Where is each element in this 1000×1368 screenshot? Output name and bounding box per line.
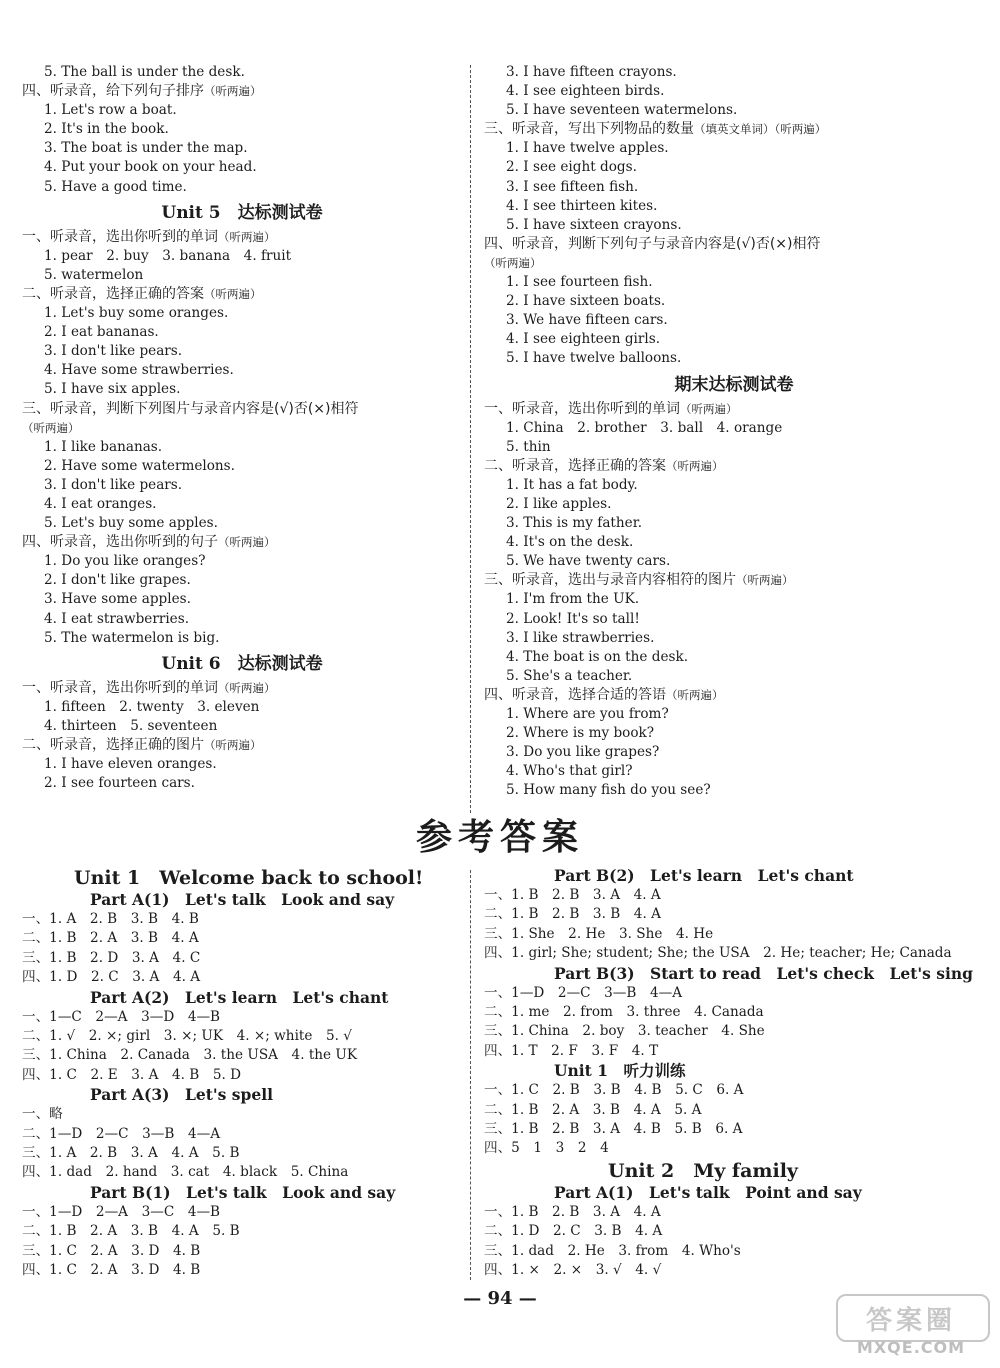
- script-line: 4. I see eighteen girls.: [506, 331, 661, 348]
- section-instruction: [22, 228, 462, 247]
- section-instruction: [484, 571, 984, 590]
- listening-script-right-column: [484, 63, 984, 800]
- answer-line: 四、1. C 2. E 3. A 4. B 5. D: [22, 1066, 242, 1083]
- answer-part-heading: Unit 1 听力训练: [554, 1061, 686, 1081]
- watermark-glyphs: 答案圈: [865, 1306, 956, 1336]
- script-line: 2. I eat bananas.: [44, 324, 159, 341]
- test-heading: [484, 375, 984, 395]
- test-heading-unit: Unit 6: [161, 653, 221, 674]
- script-line: 4. Put your book on your head.: [44, 159, 257, 176]
- section-instruction: [484, 686, 984, 705]
- answer-line: 二、1. √ 2. ×; girl 3. ×; UK 4. ×; white 5. √: [22, 1028, 352, 1045]
- answer-line: 三、1. China 2. boy 3. teacher 4. She: [484, 1023, 765, 1040]
- answer-line: 四、1. T 2. F 3. F 4. T: [484, 1042, 659, 1059]
- answer-line: 一、1. B 2. B 3. A 4. A: [484, 887, 661, 903]
- script-line: 5. thin: [506, 438, 551, 455]
- instruction-note: （听两遍）: [666, 458, 724, 473]
- answer-line: 二、1. B 2. A 3. B 4. A 5. A: [484, 1101, 702, 1118]
- instruction-text: 四、听录音，给下列句子排序: [22, 83, 204, 100]
- section-instruction: [22, 533, 462, 552]
- answer-part-heading: Part A(1) Let's talk Look and say: [90, 890, 395, 909]
- script-line: 1. I'm from the UK.: [506, 591, 640, 608]
- answer-part-heading: Part A(2) Let's learn Let's chant: [90, 987, 389, 1007]
- instruction-text: 一、听录音，选出你听到的单词: [22, 228, 218, 245]
- script-line: 3. Do you like grapes?: [506, 744, 660, 761]
- script-line: 5. I have sixteen crayons.: [506, 216, 682, 233]
- section-instruction: [22, 285, 462, 304]
- script-line: 2. I have sixteen boats.: [506, 293, 666, 310]
- answer-key-right-column: [484, 866, 984, 1281]
- script-line: 4. The boat is on the desk.: [506, 648, 689, 665]
- answer-line: 一、1—C 2—A 3—D 4—B: [22, 1008, 221, 1025]
- script-line: 5. She's a teacher.: [506, 667, 633, 684]
- script-line: 1. I have eleven oranges.: [44, 756, 217, 773]
- answer-line: 二、1. me 2. from 3. three 4. Canada: [484, 1004, 764, 1021]
- answer-part-heading: Part B(3) Start to read Let's check Let's sing: [554, 963, 974, 983]
- watermark-text: MXQE.COM: [856, 1338, 966, 1357]
- instruction-note: （听两遍）: [484, 255, 542, 270]
- answer-line: 四、1. dad 2. hand 3. cat 4. black 5. China: [22, 1164, 349, 1181]
- answer-line: 四、5 1 3 2 4: [484, 1140, 609, 1157]
- section-instruction: [484, 254, 984, 273]
- section-instruction: [484, 120, 984, 139]
- instruction-text: 一、听录音，选出你听到的单词: [484, 400, 680, 417]
- answer-unit-heading: Unit 1 Welcome back to school!: [74, 867, 424, 889]
- instruction-note: （听两遍）: [204, 286, 262, 301]
- script-line: 2. Look! It's so tall!: [506, 610, 640, 627]
- answer-key-title: 参考答案: [415, 816, 584, 858]
- answer-line: 一、1. B 2. B 3. A 4. A: [484, 1203, 661, 1220]
- script-line: 3. The boat is under the map.: [44, 140, 248, 157]
- script-line: 1. pear 2. buy 3. banana 4. fruit: [44, 247, 292, 264]
- section-instruction: [484, 235, 984, 254]
- answer-key-left-column: [22, 866, 462, 1281]
- section-instruction: [22, 736, 462, 755]
- answer-part-heading: Part A(3) Let's spell: [90, 1085, 273, 1105]
- test-heading: [22, 203, 462, 223]
- answer-line: 一、略: [22, 1106, 63, 1123]
- instruction-text: 四、听录音，选出你听到的句子: [22, 534, 218, 551]
- answer-line: 一、1. C 2. B 3. B 4. B 5. C 6. A: [484, 1082, 744, 1099]
- answer-line: 四、1. D 2. C 3. A 4. A: [22, 969, 201, 986]
- section-instruction: [22, 679, 462, 698]
- answer-line: 三、1. B 2. D 3. A 4. C: [22, 949, 201, 966]
- answer-line: 三、1. dad 2. He 3. from 4. Who's: [484, 1242, 741, 1259]
- answer-line: 二、1. B 2. A 3. B 4. A 5. B: [22, 1223, 240, 1240]
- script-line: 3. I don't like pears.: [44, 343, 183, 360]
- column-divider: [470, 65, 471, 813]
- script-line: 4. I eat strawberries.: [44, 610, 190, 627]
- script-line: 4. Who's that girl?: [506, 763, 633, 780]
- answer-line: 一、1—D 2—C 3—B 4—A: [484, 984, 683, 1001]
- instruction-text: 一、听录音，选出你听到的单词: [22, 679, 218, 696]
- script-line: 5. Have a good time.: [44, 178, 187, 195]
- instruction-text: 三、听录音，判断下列图片与录音内容是(√)否(×)相符: [22, 400, 359, 417]
- script-line: 4. I see eighteen birds.: [506, 83, 665, 100]
- script-line: 2. I see eight dogs.: [506, 159, 637, 176]
- script-line: 1. Let's row a boat.: [44, 102, 177, 119]
- test-heading-title: 期末达标测试卷: [674, 374, 794, 395]
- instruction-note: （听两遍）: [680, 401, 738, 416]
- script-line: 5. I have seventeen watermelons.: [506, 102, 738, 119]
- script-line: 2. Have some watermelons.: [44, 457, 235, 474]
- script-line: 5. The ball is under the desk.: [44, 64, 245, 80]
- script-line: 3. We have fifteen cars.: [506, 312, 668, 329]
- script-line: 1. fifteen 2. twenty 3. eleven: [44, 698, 260, 715]
- answer-line: 二、1. B 2. B 3. B 4. A: [484, 906, 661, 923]
- section-instruction: [484, 400, 984, 419]
- instruction-note: （听两遍）: [666, 687, 724, 702]
- watermark-logo: [836, 1294, 986, 1356]
- answer-line: 四、1. C 2. A 3. D 4. B: [22, 1262, 201, 1279]
- instruction-text: 三、听录音，写出下列物品的数量: [484, 121, 694, 138]
- instruction-text: 四、听录音，判断下列句子与录音内容是(√)否(×)相符: [484, 235, 821, 252]
- test-heading-unit: Unit 5: [161, 202, 221, 223]
- test-heading-title: 达标测试卷: [237, 202, 323, 223]
- page-number: — 94 —: [463, 1288, 537, 1309]
- script-line: 4. It's on the desk.: [506, 534, 634, 551]
- answer-line: 三、1. China 2. Canada 3. the USA 4. the UK: [22, 1047, 358, 1064]
- script-line: 1. I see fourteen fish.: [506, 274, 653, 291]
- script-line: 3. Have some apples.: [44, 591, 191, 608]
- test-heading-title: 达标测试卷: [237, 653, 323, 674]
- instruction-note: （听两遍）: [218, 229, 276, 244]
- instruction-note: （听两遍）: [204, 738, 262, 752]
- script-line: 1. I have twelve apples.: [506, 140, 669, 157]
- script-line: 5. watermelon: [44, 266, 144, 283]
- script-line: 3. I have fifteen crayons.: [506, 64, 677, 80]
- column-divider: [470, 870, 471, 1280]
- answer-line: 一、1—D 2—A 3—C 4—B: [22, 1203, 221, 1220]
- answer-line: 一、1. A 2. B 3. B 4. B: [22, 911, 199, 927]
- script-line: 1. Do you like oranges?: [44, 553, 206, 570]
- script-line: 3. This is my father.: [506, 515, 643, 532]
- script-line: 2. Where is my book?: [506, 725, 655, 742]
- script-line: 5. We have twenty cars.: [506, 553, 671, 570]
- script-line: 5. How many fish do you see?: [506, 782, 711, 799]
- section-instruction: [22, 400, 462, 419]
- script-line: 2. I see fourteen cars.: [44, 775, 195, 792]
- answer-line: 四、1. girl; She; student; She; the USA 2. He; teacher; He; Canada: [484, 945, 952, 962]
- answer-line: 二、1—D 2—C 3—B 4—A: [22, 1125, 221, 1142]
- instruction-text: 四、听录音，选择合适的答语: [484, 686, 666, 703]
- instruction-note: （听两遍）: [204, 84, 262, 99]
- script-line: 1. It has a fat body.: [506, 476, 638, 493]
- answer-line: 三、1. She 2. He 3. She 4. He: [484, 925, 714, 942]
- instruction-text: 二、听录音，选择正确的答案: [22, 285, 204, 302]
- answer-line: 二、1. D 2. C 3. B 4. A: [484, 1223, 663, 1240]
- script-line: 5. I have twelve balloons.: [506, 350, 682, 367]
- script-line: 3. I see fifteen fish.: [506, 178, 639, 195]
- script-line: 3. I like strawberries.: [506, 629, 655, 646]
- listening-script-left-column: [22, 63, 462, 793]
- script-line: 5. The watermelon is big.: [44, 629, 220, 646]
- instruction-note: （听两遍）: [218, 535, 276, 550]
- script-line: 2. I don't like grapes.: [44, 572, 191, 589]
- instruction-note: （听两遍）: [736, 573, 794, 588]
- test-heading: [22, 654, 462, 674]
- script-line: 3. I don't like pears.: [44, 476, 183, 493]
- script-line: 1. China 2. brother 3. ball 4. orange: [506, 419, 783, 436]
- instruction-text: 二、听录音，选择正确的答案: [484, 457, 666, 474]
- answer-part-heading: Part A(1) Let's talk Point and say: [554, 1182, 862, 1202]
- script-line: 5. Let's buy some apples.: [44, 515, 218, 532]
- answer-line: 三、1. B 2. B 3. A 4. B 5. B 6. A: [484, 1121, 743, 1138]
- answer-part-heading: Part B(1) Let's talk Look and say: [90, 1182, 396, 1202]
- section-instruction: [22, 419, 462, 438]
- instruction-note: （听两遍）: [218, 680, 276, 695]
- instruction-text: 三、听录音，选出与录音内容相符的图片: [484, 572, 736, 589]
- section-instruction: [484, 457, 984, 476]
- script-line: 4. I see thirteen kites.: [506, 197, 658, 214]
- answer-line: 三、1. C 2. A 3. D 4. B: [22, 1242, 201, 1259]
- answer-part-heading: Part B(2) Let's learn Let's chant: [554, 866, 854, 885]
- script-line: 1. I like bananas.: [44, 438, 163, 455]
- answer-unit-heading: Unit 2 My family: [608, 1159, 798, 1182]
- instruction-text: 二、听录音，选择正确的图片: [22, 737, 204, 753]
- script-line: 2. I like apples.: [506, 495, 612, 512]
- instruction-note: （填英文单词）（听两遍）: [694, 122, 827, 137]
- instruction-note: （听两遍）: [22, 420, 80, 435]
- answer-line: 二、1. B 2. A 3. B 4. A: [22, 930, 199, 947]
- script-line: 2. It's in the book.: [44, 121, 169, 138]
- script-line: 1. Where are you from?: [506, 706, 669, 722]
- section-instruction: [22, 82, 462, 101]
- script-line: 4. thirteen 5. seventeen: [44, 717, 218, 734]
- script-line: 4. I eat oranges.: [44, 495, 157, 512]
- script-line: 1. Let's buy some oranges.: [44, 305, 229, 322]
- script-line: 5. I have six apples.: [44, 381, 181, 398]
- answer-line: 三、1. A 2. B 3. A 4. A 5. B: [22, 1145, 240, 1162]
- answer-line: 四、1. × 2. × 3. √ 4. √: [484, 1262, 662, 1279]
- script-line: 4. Have some strawberries.: [44, 362, 234, 379]
